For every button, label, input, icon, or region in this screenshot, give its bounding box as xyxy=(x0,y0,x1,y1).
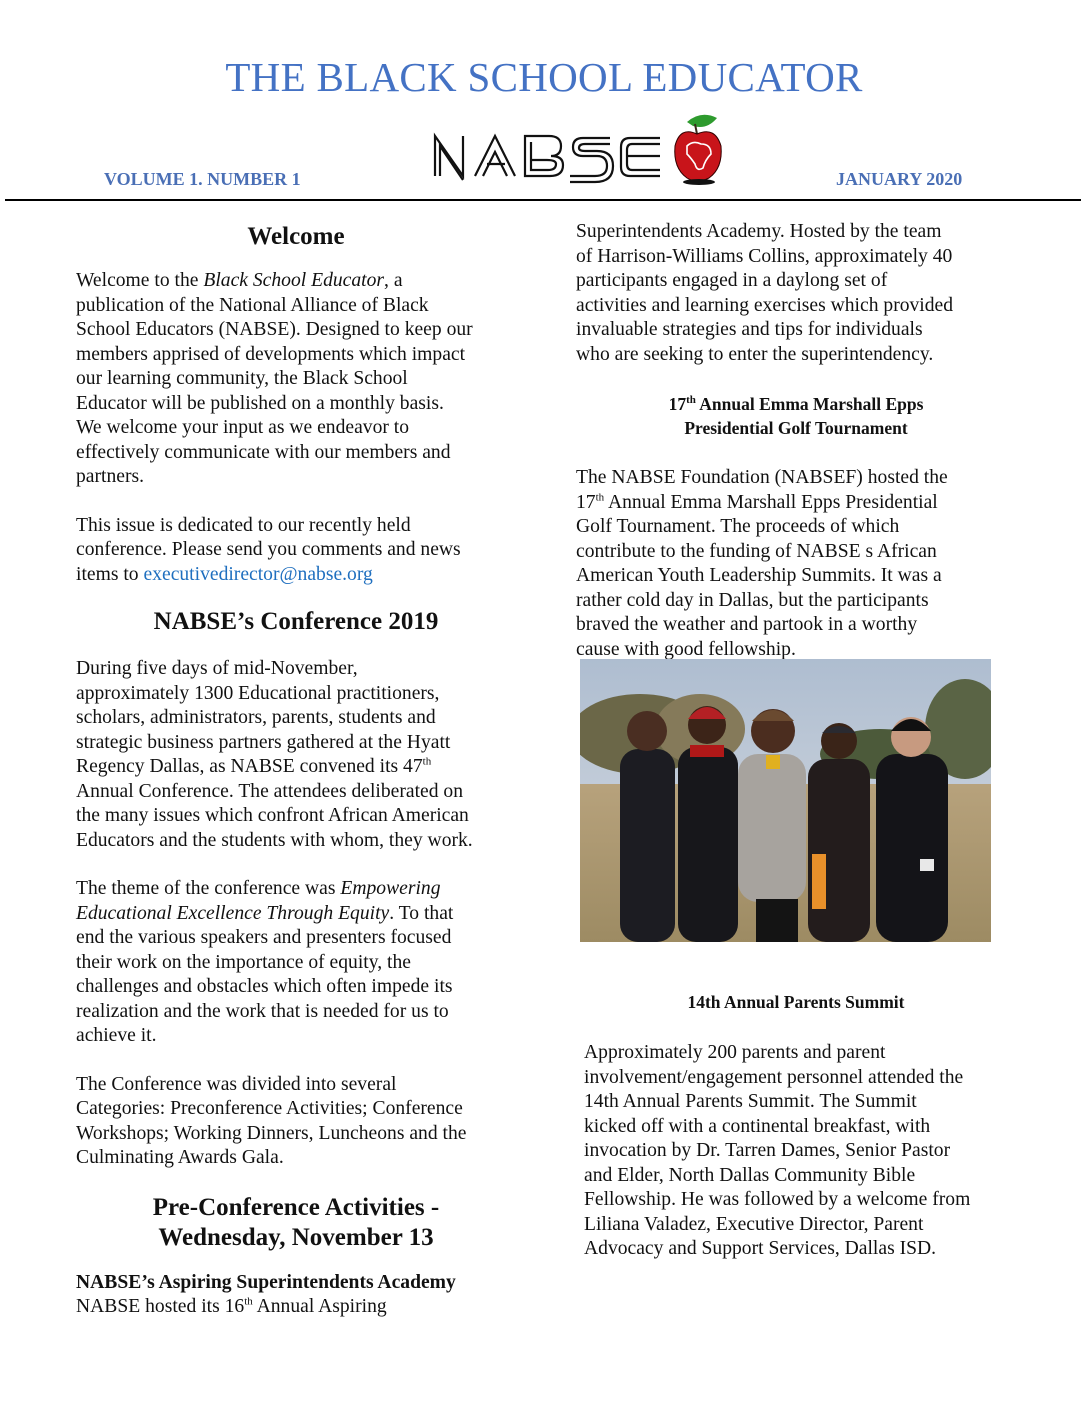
email-link[interactable]: executivedirector@nabse.org xyxy=(143,563,373,585)
golf-text: braved the weather and partook in a worthy xyxy=(576,614,918,635)
golf-text: Annual Emma Marshall Epps Presidential xyxy=(604,491,938,513)
golf-text: 17 xyxy=(576,491,596,513)
parents-text: 14th Annual Parents Summit. The Summit xyxy=(584,1091,917,1112)
welcome-text: our learning community, the Black School xyxy=(76,368,408,389)
welcome-text: Welcome to the xyxy=(76,270,204,291)
conference-text: Educators and the students with whom, they work. xyxy=(76,829,473,851)
golf-tournament-photo xyxy=(580,659,991,942)
academy-text: who are seeking to enter the superintendency. xyxy=(576,343,934,365)
academy-paragraph xyxy=(76,1271,516,1320)
ordinal-suffix: th xyxy=(686,394,696,407)
golf-text: The NABSE Foundation (NABSEF) hosted the xyxy=(576,467,948,488)
theme-text: The theme of the conference was xyxy=(76,878,341,899)
parents-summit-section xyxy=(576,990,1016,1262)
conference-text: the many issues which confront African American xyxy=(76,805,469,826)
welcome-text: School Educators (NABSE). Designed to keep our xyxy=(76,319,473,340)
categories-text: Categories: Preconference Activities; Conference xyxy=(76,1098,463,1119)
golf-text: American Youth Leadership Summits. It was a xyxy=(576,565,942,586)
parents-text: invocation by Dr. Tarren Dames, Senior Pastor xyxy=(584,1140,951,1161)
volume-number: VOLUME 1. NUMBER 1 xyxy=(104,169,301,189)
ordinal-suffix: th xyxy=(422,755,432,768)
masthead-divider xyxy=(5,199,1081,201)
parents-text: Advocacy and Support Services, Dallas ISD. xyxy=(584,1238,937,1259)
parents-text: Liliana Valadez, Executive Director, Parent xyxy=(584,1213,924,1235)
parents-text: involvement/engagement personnel attended the xyxy=(584,1066,964,1088)
welcome-text: publication of the National Alliance of Black xyxy=(76,294,429,316)
categories-paragraph xyxy=(76,1073,516,1171)
welcome-text: , a xyxy=(384,270,403,291)
golf-heading-text: Annual Emma Marshall Epps xyxy=(695,394,924,414)
academy-text: of Harrison-Williams Collins, approximately 40 xyxy=(576,245,953,267)
categories-text: The Conference was divided into several xyxy=(76,1073,397,1095)
preconference-heading-line: Pre-Conference Activities - xyxy=(152,1193,440,1221)
conference-text: Regency Dallas, as NABSE convened its 47 xyxy=(76,756,423,777)
theme-paragraph xyxy=(76,877,516,1049)
theme-text: . To that xyxy=(389,902,454,924)
theme-title: Empowering xyxy=(340,878,441,899)
conference-text: During five days of mid-November, xyxy=(76,658,358,679)
welcome-text: Educator will be published on a monthly basis. xyxy=(76,392,444,414)
conference-paragraph xyxy=(76,657,516,853)
nabse-logo xyxy=(425,108,735,188)
welcome-text: We welcome your input as we endeavor to xyxy=(76,417,410,438)
publication-name: Black School Educator xyxy=(203,270,385,291)
academy-text: activities and learning exercises which provided xyxy=(576,294,954,316)
parents-summit-paragraph xyxy=(576,1041,1016,1262)
right-column xyxy=(576,220,1016,662)
dedication-text: items to xyxy=(76,563,144,585)
theme-text: end the various speakers and presenters focused xyxy=(76,927,452,948)
nabse-wordmark-icon xyxy=(425,108,735,188)
photo-image-icon xyxy=(580,659,991,942)
golf-heading xyxy=(576,392,1016,440)
conference-text: approximately 1300 Educational practitioners, xyxy=(76,682,440,704)
dedication-text: This issue is dedicated to our recently held xyxy=(76,514,411,536)
preconference-heading xyxy=(76,1193,516,1253)
parents-text: and Elder, North Dallas Community Bible xyxy=(584,1164,916,1186)
ordinal-suffix: th xyxy=(244,1295,253,1308)
theme-text: achieve it. xyxy=(76,1025,157,1046)
theme-title: Educational Excellence Through Equity xyxy=(76,902,390,924)
categories-text: Workshops; Working Dinners, Luncheons and the xyxy=(76,1122,467,1144)
welcome-text: members apprised of developments which impact xyxy=(76,343,466,365)
theme-text: challenges and obstacles which often impede its xyxy=(76,976,453,997)
issue-date: JANUARY 2020 xyxy=(836,169,963,189)
conference-text: strategic business partners gathered at the Hyatt xyxy=(76,731,451,753)
golf-heading-text: Presidential Golf Tournament xyxy=(684,418,908,438)
golf-text: contribute to the funding of NABSE s African xyxy=(576,540,937,562)
academy-subheading: NABSE’s Aspiring Superintendents Academy xyxy=(76,1271,456,1293)
theme-text: realization and the work that is needed for us to xyxy=(76,1000,449,1022)
academy-continued-paragraph xyxy=(576,220,1016,367)
welcome-heading: Welcome xyxy=(247,223,345,250)
academy-text: Superintendents Academy. Hosted by the team xyxy=(576,221,942,242)
newsletter-title: THE BLACK SCHOOL EDUCATOR xyxy=(225,54,863,100)
welcome-paragraph xyxy=(76,269,516,490)
academy-text: invaluable strategies and tips for individuals xyxy=(576,319,923,340)
parents-text: Approximately 200 parents and parent xyxy=(584,1042,886,1063)
parents-summit-heading: 14th Annual Parents Summit xyxy=(687,992,905,1012)
apple-africa-icon xyxy=(675,115,722,185)
theme-text: their work on the importance of equity, the xyxy=(76,951,411,973)
golf-text: rather cold day in Dallas, but the participants xyxy=(576,589,929,611)
golf-text: cause with good fellowship. xyxy=(576,638,796,660)
golf-paragraph xyxy=(576,466,1016,662)
golf-heading-text: 17 xyxy=(668,394,687,414)
academy-text: participants engaged in a daylong set of xyxy=(576,270,888,291)
ordinal-suffix: th xyxy=(595,490,605,503)
welcome-text: effectively communicate with our members and xyxy=(76,441,451,463)
left-column xyxy=(76,220,516,1320)
conference-text: scholars, administrators, parents, students and xyxy=(76,707,436,728)
dedication-paragraph xyxy=(76,514,516,588)
conference-heading: NABSE’s Conference 2019 xyxy=(153,608,439,635)
parents-text: kicked off with a continental breakfast, with xyxy=(584,1115,931,1137)
welcome-text: partners. xyxy=(76,466,145,487)
academy-text: Annual Aspiring xyxy=(252,1296,387,1317)
golf-text: Golf Tournament. The proceeds of which xyxy=(576,516,900,537)
categories-text: Culminating Awards Gala. xyxy=(76,1147,284,1168)
parents-text: Fellowship. He was followed by a welcome from xyxy=(584,1189,971,1210)
academy-text: NABSE hosted its 16 xyxy=(76,1296,245,1317)
dedication-text: conference. Please send you comments and news xyxy=(76,539,461,560)
conference-text: Annual Conference. The attendees deliberated on xyxy=(76,780,463,802)
preconference-heading-line: Wednesday, November 13 xyxy=(158,1223,434,1251)
